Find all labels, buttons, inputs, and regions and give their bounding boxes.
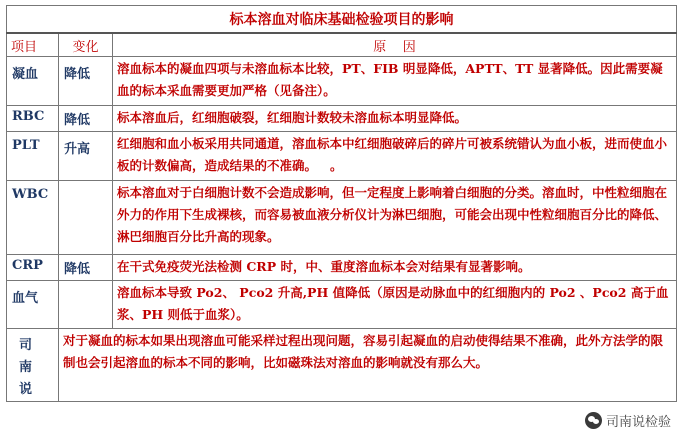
table-title: 标本溶血对临床基础检验项目的影响 xyxy=(7,6,677,34)
table-row-coagulation xyxy=(7,57,677,106)
row-change: 升高 xyxy=(59,132,113,181)
row-item: CRP xyxy=(7,255,59,281)
header-item: 项目 xyxy=(7,33,59,57)
row-item: WBC xyxy=(7,181,59,255)
row-change: 降低 xyxy=(59,106,113,132)
header-row xyxy=(7,33,677,57)
row-description: 在干式免疫荧光法检测 CRP 时，中、重度溶血标本会对结果有显著影响。 xyxy=(113,255,677,281)
table-row-crp xyxy=(7,255,677,281)
row-change xyxy=(59,181,113,255)
row-item: RBC xyxy=(7,106,59,132)
watermark-text: 司南说检验 xyxy=(605,415,671,430)
row-item: 凝血 xyxy=(7,57,59,106)
row-description: 红细胞和血小板采用共同通道，溶血标本中红细胞破碎后的碎片可被系统错认为血小板，进而使血小板的计数偏高，造成结果的不准确。 。 xyxy=(113,132,677,181)
summary-label xyxy=(7,329,59,402)
row-change: 降低 xyxy=(59,57,113,106)
row-description: 标本溶血对于白细胞计数不会造成影响，但一定程度上影响着白细胞的分类。溶血时，中性粒细胞在外力的作用下生成裸核，而容易被血液分析仪计为淋巴细胞，可能会出现中性粒细胞百分比的降低、淋巴细胞百分比升高的现象。 xyxy=(113,181,677,255)
header-reason: 原 因 xyxy=(113,33,677,57)
hemolysis-impact-table xyxy=(6,5,677,402)
wechat-icon xyxy=(585,412,602,429)
row-description: 标本溶血后，红细胞破裂，红细胞计数较未溶血标本明显降低。 xyxy=(113,106,677,132)
row-description: 溶血标本的凝血四项与未溶血标本比较，PT、FIB 明显降低，APTT、TT 显著降低。因此需要凝血的标本采血需要更加严格（见备注）。 xyxy=(113,57,677,106)
table-row-blood-gas xyxy=(7,281,677,329)
summary-label-text: 司南说 xyxy=(19,338,33,397)
table-row-wbc xyxy=(7,181,677,255)
row-change: 降低 xyxy=(59,255,113,281)
row-description: 溶血标本导致 Po2、 Pco2 升高,PH 值降低（原因是动脉血中的红细胞内的 Po2 、Pco2 高于血浆、PH 则低于血浆）。 xyxy=(113,281,677,329)
table-row-rbc xyxy=(7,106,677,132)
row-change xyxy=(59,281,113,329)
title-row xyxy=(7,6,677,34)
header-change: 变化 xyxy=(59,33,113,57)
row-item: PLT xyxy=(7,132,59,181)
row-item: 血气 xyxy=(7,281,59,329)
summary-text: 对于凝血的标本如果出现溶血可能采样过程出现问题，容易引起凝血的启动使得结果不准确，此外方法学的限制也会引起溶血的标本不同的影响，比如磁珠法对溶血的影响就没有那么大。 xyxy=(59,329,677,402)
watermark xyxy=(582,410,674,431)
table-row-summary xyxy=(7,329,677,402)
table-row-plt xyxy=(7,132,677,181)
